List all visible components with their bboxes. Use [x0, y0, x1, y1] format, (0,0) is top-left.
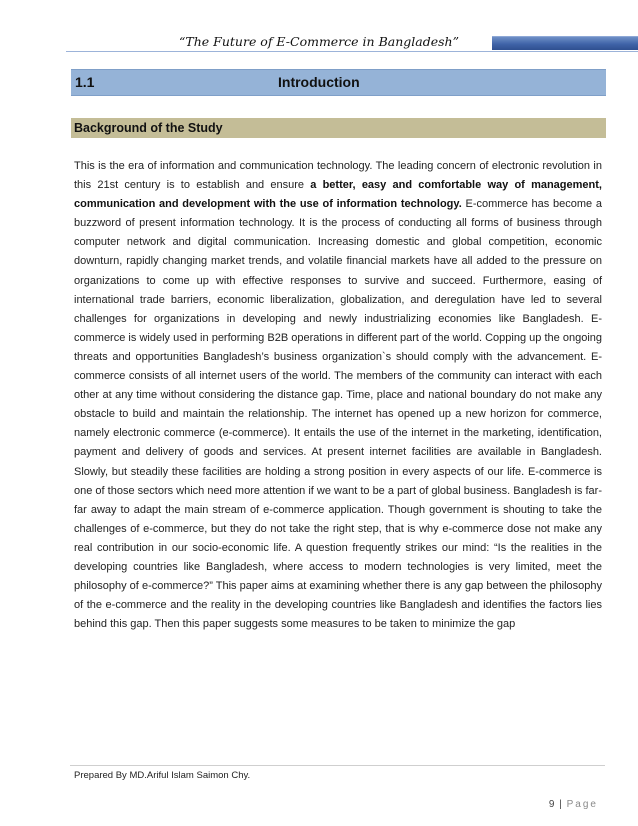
section-heading-bar [71, 69, 606, 96]
section-title: Introduction [278, 74, 360, 90]
page-number: 9 [548, 799, 555, 810]
subsection-heading-bar [71, 118, 606, 138]
header-accent-bar [492, 36, 638, 50]
footer-page-number [549, 799, 598, 810]
body-paragraph [74, 157, 602, 634]
header-rule [66, 51, 638, 52]
footer-prepared-by: Prepared By MD.Ariful Islam Saimon Chy. [74, 770, 251, 781]
footer-rule [70, 765, 605, 766]
subsection-title: Background of the Study [74, 121, 223, 135]
body-intro-text: This is the era of information and communication technology. The leading concern of electronic revolution in this 21st century is to establish and ensure [74, 160, 602, 192]
page-separator: | [559, 799, 562, 810]
body-bold-phrase: a better, easy and comfortable way of management, communication and development with the use of information technology. [74, 179, 602, 211]
body-rest-text: E-commerce has become a buzzword of present information technology. It is the process of conducting all forms of business through computer network and digital communication. Increasing domestic and global competition, economic downturn, rapidly changing market trends, and volatile financial markets have all added to the pressure on organizations to come up with effective responses to survive and succeed. Furthermore, easing of international trade barriers, economic liberalization, globalization, and deregulation have led to several challenges for organizations in developing and newly industrializing economies like Bangladesh. E-commerce is widely used in performing B2B operations in different part of the world. Copping up the ongoing threats and opportunities Bangladesh’s business organization`s should comply with the advancement. E-commerce consists of all internet users of the world. The members of the community can interact with each other at any time without considering the distance gap. Time, place and national boundary do not make any obstacle to build and maintain the relationship. The internet has opened up a new horizon for commerce, namely electronic commerce (e-commerce). It entails the use of the internet in the marketing, identification, payment and delivery of goods and services. At present internet facilities are available in Bangladesh. Slowly, but steadily these facilities are holding a strong position in every aspects of our life. E-commerce is one of those sectors which need more attention if we want to be a part of global business. Bangladesh is far-far away to adapt the main stream of e-commerce application. Though government is shouting to take the challenges of e-commerce, but they do not take the right step, that is why e-commerce dose not make any real contribution in our socio-economic life. A question frequently strikes our mind: “Is the realities in the developing countries like Bangladesh, where access to modern technologies is very limited, meet the philosophy of e-commerce?” This paper aims at examining whether there is any gap between the philosophy of the e-commerce and the reality in the developing countries like Bangladesh and identifies the factors lies behind this gap. Then this paper suggests some measures to be taken to minimize the gap [74, 198, 602, 631]
page-label: Page [566, 799, 598, 810]
running-header-title: “The Future of E-Commerce in Bangladesh” [179, 34, 459, 49]
section-number: 1.1 [75, 74, 95, 90]
